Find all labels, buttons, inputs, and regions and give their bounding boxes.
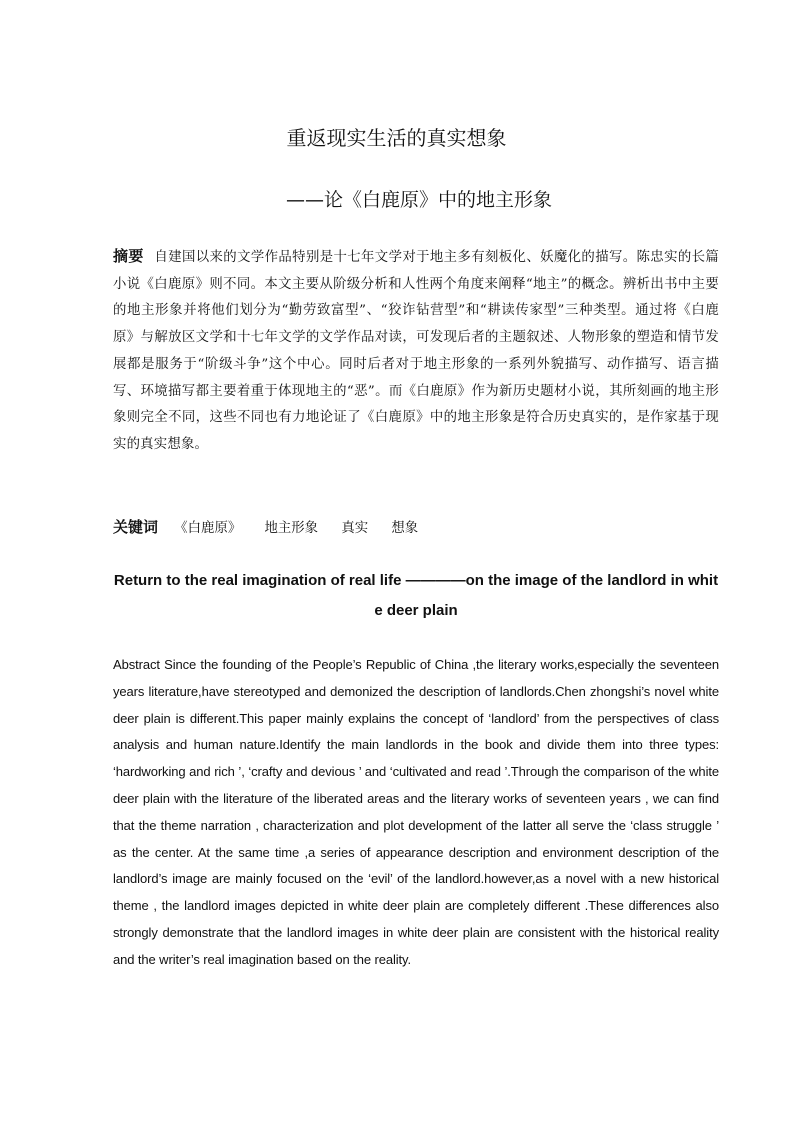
- keyword-item: 地主形象: [264, 521, 319, 536]
- chinese-abstract: [113, 243, 719, 459]
- keyword-item: 想象: [391, 521, 419, 536]
- keywords: [113, 515, 437, 541]
- page-subtitle: ——论《白鹿原》中的地主形象: [286, 189, 553, 211]
- keyword-item: 《白鹿原》: [174, 521, 242, 536]
- keywords-label: 关键词: [113, 518, 159, 536]
- abstract-text: 自建国以来的文学作品特别是十七年文学对于地主多有刻板化、妖魔化的描写。陈忠实的长篇小说《白鹿原》则不同。本文主要从阶级分析和人性两个角度来阐释“地主”的概念。辨析出书中主要的地主形象并将他们划分为“勤劳致富型”、“狡诈钻营型”和“耕读传家型”三种类型。通过将《白鹿原》与解放区文学和十七年文学的文学作品对读，可发现后者的主题叙述、人物形象的塑造和情节发展都是服务于“阶级斗争”这个中心。同时后者对于地主形象的一系列外貌描写、动作描写、语言描写、环境描写都主要着重于体现地主的“恶”。而《白鹿原》作为新历史题材小说，其所刻画的地主形象则完全不同，这些不同也有力地论证了《白鹿原》中的地主形象是符合历史真实的，是作家基于现实的真实想象。: [113, 250, 719, 452]
- english-title: Return to the real imagination of real life ————on the image of the landlord in white deer plain: [113, 572, 719, 619]
- keyword-item: 真实: [341, 521, 369, 536]
- abstract-label: 摘要: [113, 247, 144, 265]
- page-title: 重返现实生活的真实想象: [286, 126, 507, 150]
- english-abstract: Abstract Since the founding of the People’s Republic of China ,the literary works,especially the seventeen years literature,have stereotyped and demonized the description of landlords.Chen zhongshi’s novel white deer plain is different.This paper mainly explains the concept of ‘landlord’ from the perspectives of class analysis and human nature.Identify the main landlords in the book and divide them into three types: ‘hardworking and rich ’, ‘crafty and devious ’ and ‘cultivated and read ’.Through the comparison of the white deer plain with the literature of the liberated areas and the literary works of seventeen years , we can find that the theme narration , characterization and plot development of the latter all serve the ‘class struggle ’ as the center. At the same time ,a series of appearance description and environment description of the landlord’s image are mainly focused on the ‘evil’ of the landlord.however,as a novel with a new historical theme , the landlord images depicted in white deer plain are completely different .These differences also strongly demonstrate that the landlord images in white deer plain are consistent with the historical reality and the writer’s real imagination based on the reality.: [113, 657, 719, 967]
